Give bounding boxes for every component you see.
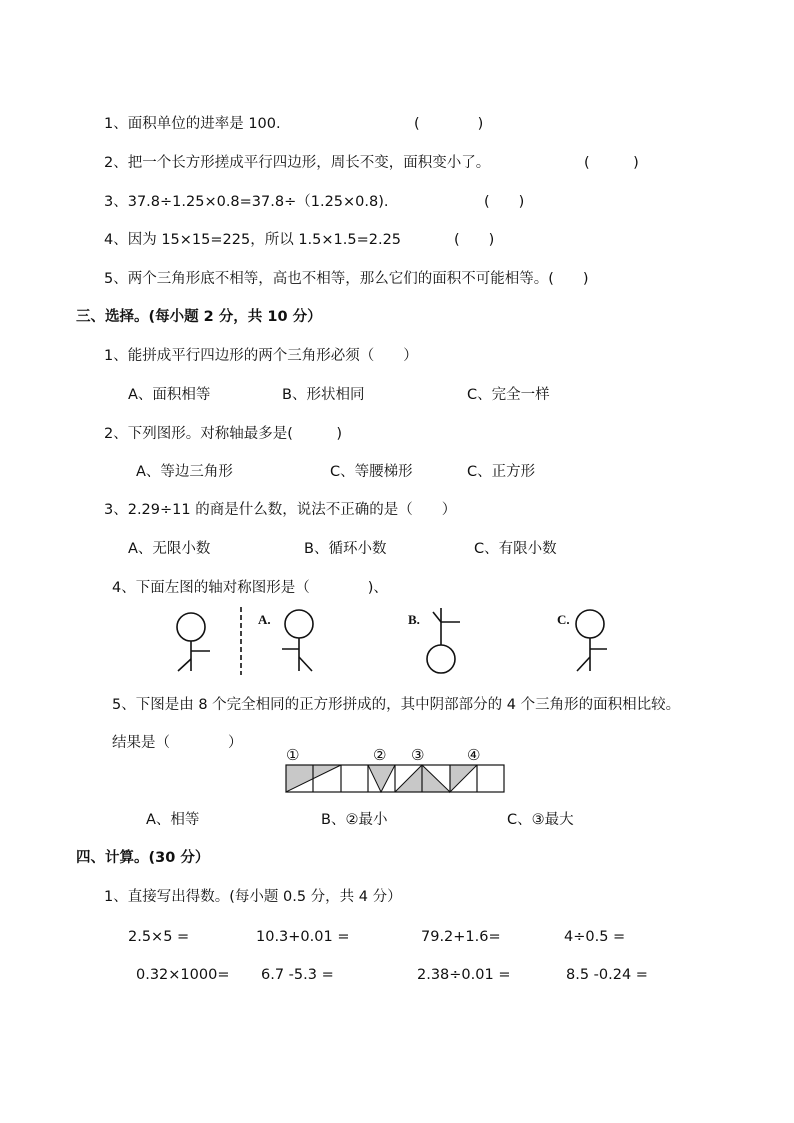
calc-item[interactable]: 79.2+1.6= [421,929,501,945]
option-b-label: B. [408,612,420,627]
choice-q3-a[interactable]: A、无限小数 [128,541,211,557]
judge-q4-answer[interactable]: ( ) [454,232,495,248]
section4-title: 四、计算。(30 分） [76,850,210,866]
choice-q5-line2: 结果是（ ） [112,735,243,751]
choice-q3: 3、2.29÷11 的商是什么数，说法不正确的是（ ） [104,502,457,518]
section3-title: 三、选择。(每小题 2 分，共 10 分） [76,309,322,325]
original-figure [177,613,210,671]
option-b-figure[interactable] [427,608,460,673]
choice-q1-c[interactable]: C、完全一样 [467,387,550,403]
judge-q5: 5、两个三角形底不相等，高也不相等，那么它们的面积不可能相等。( ) [104,271,589,287]
marker-1: ① [286,746,300,764]
choice-q5-a[interactable]: A、相等 [146,812,200,828]
calc-item[interactable]: 0.32×1000= [136,967,230,983]
judge-q4: 4、因为 15×15=225，所以 1.5×1.5=2.25 [104,232,402,248]
option-c-label: C. [557,612,570,627]
choice-q2-c[interactable]: C、正方形 [467,464,536,480]
calc-item[interactable]: 10.3+0.01 = [256,929,350,945]
choice-q1-b[interactable]: B、形状相同 [282,387,365,403]
choice-q3-b[interactable]: B、循环小数 [304,541,387,557]
triangle-4 [450,765,477,792]
choice-q4: 4、下面左图的轴对称图形是（ )、 [112,580,388,596]
choice-q5-b[interactable]: B、②最小 [321,812,388,828]
choice-q2-b[interactable]: C、等腰梯形 [330,464,413,480]
marker-3: ③ [411,746,425,764]
option-a-label: A. [258,612,271,627]
judge-q2: 2、把一个长方形搓成平行四边形，周长不变，面积变小了。 [104,155,491,171]
calc-item[interactable]: 6.7 -5.3 = [261,967,334,983]
calc-item[interactable]: 2.5×5 = [128,929,190,945]
option-a-figure[interactable] [282,610,313,671]
calc-item[interactable]: 8.5 -0.24 = [566,967,648,983]
calc-item[interactable]: 2.38÷0.01 = [417,967,511,983]
option-c-figure[interactable] [576,610,607,671]
judge-q1: 1、面积单位的进率是 100. [104,116,281,132]
choice-q5: 5、下图是由 8 个完全相同的正方形拼成的，其中阴部部分的 4 个三角形的面积相比较。 [112,697,681,713]
judge-q1-answer[interactable]: ( ) [414,116,484,132]
choice-q5-c[interactable]: C、③最大 [507,812,574,828]
choice-q1-a[interactable]: A、面积相等 [128,387,211,403]
choice-q1: 1、能拼成平行四边形的两个三角形必须（ ） [104,348,418,364]
judge-q3: 3、37.8÷1.25×0.8=37.8÷（1.25×0.8). [104,194,389,210]
triangle-2 [368,765,395,792]
judge-q3-answer[interactable]: ( ) [484,194,525,210]
choice-q2: 2、下列图形。对称轴最多是( ) [104,426,343,442]
marker-4: ④ [467,746,481,764]
calc-item[interactable]: 4÷0.5 = [564,929,626,945]
calc-q1: 1、直接写出得数。(每小题 0.5 分，共 4 分） [104,889,402,905]
judge-q2-answer[interactable]: ( ) [584,155,639,171]
choice-q2-a[interactable]: A、等边三角形 [136,464,233,480]
choice-q3-c[interactable]: C、有限小数 [474,541,557,557]
stick-figures-diagram [160,605,620,677]
marker-2: ② [373,746,387,764]
eight-squares-diagram [286,765,506,793]
